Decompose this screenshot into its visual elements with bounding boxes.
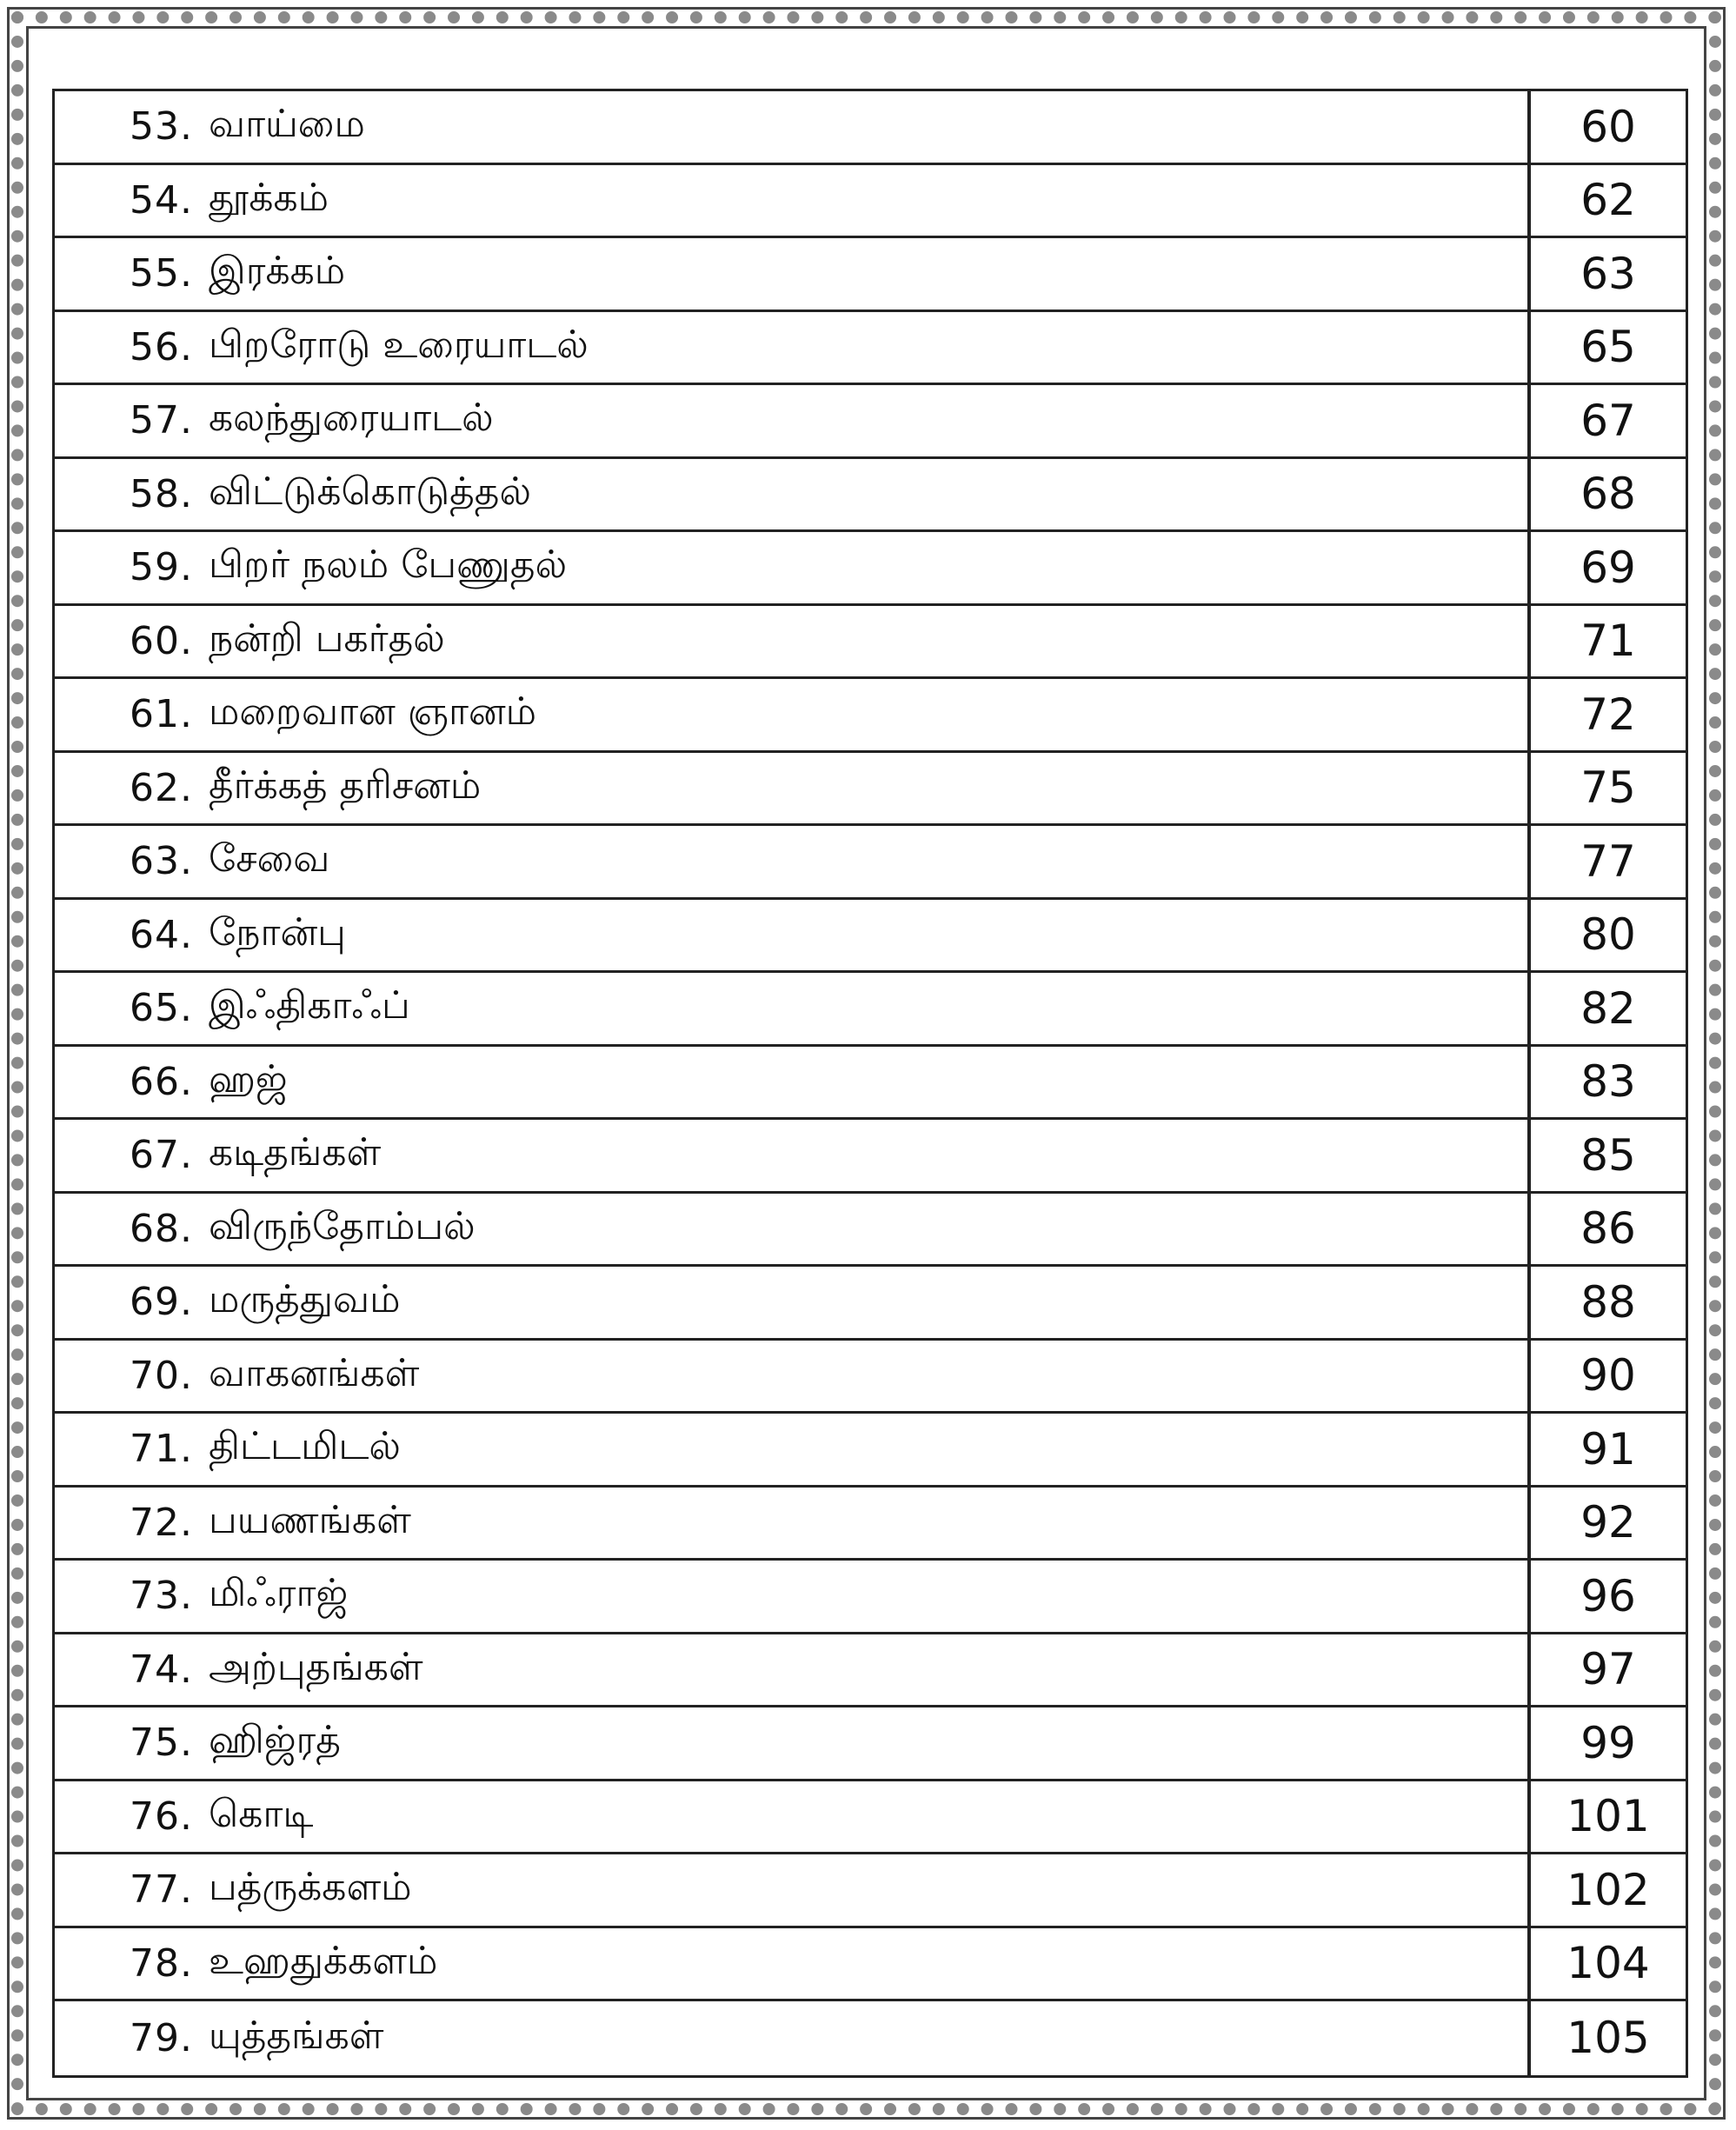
chapter-number: 56. xyxy=(130,324,193,369)
chapter-number: 79. xyxy=(130,2015,193,2060)
chapter-title: மிஃராஜ் xyxy=(208,1571,349,1616)
toc-title-cell xyxy=(55,1267,1531,1338)
page-number: 97 xyxy=(1580,1644,1636,1695)
toc-row-79 xyxy=(55,2001,1686,2075)
chapter-title: திட்டமிடல் xyxy=(208,1424,401,1469)
toc-row-78 xyxy=(55,1928,1686,2002)
chapter-title: கலந்துரையாடல் xyxy=(208,396,494,441)
toc-row-61 xyxy=(55,679,1686,753)
page-number: 67 xyxy=(1580,395,1636,446)
chapter-title: இரக்கம் xyxy=(208,249,346,294)
page-number: 80 xyxy=(1580,909,1636,961)
toc-row-63 xyxy=(55,826,1686,900)
toc-title-cell xyxy=(55,2001,1531,2075)
chapter-title: கடிதங்கள் xyxy=(208,1130,382,1175)
toc-title-cell xyxy=(55,91,1531,163)
chapter-number: 67. xyxy=(130,1133,193,1178)
toc-row-53 xyxy=(55,91,1686,165)
toc-title-cell xyxy=(55,826,1531,897)
chapter-number: 64. xyxy=(130,912,193,957)
page-number: 69 xyxy=(1580,542,1636,593)
chapter-number: 73. xyxy=(130,1574,193,1619)
chapter-number: 72. xyxy=(130,1500,193,1545)
chapter-title: உஹதுக்களம் xyxy=(208,1938,438,1983)
chapter-title: வாய்மை xyxy=(208,102,365,147)
toc-title-cell xyxy=(55,459,1531,530)
chapter-title: ஹிஜ்ரத் xyxy=(208,1718,341,1763)
chapter-title: ஹஜ் xyxy=(208,1056,288,1102)
chapter-number: 62. xyxy=(130,765,193,810)
toc-title-cell xyxy=(55,165,1531,236)
toc-row-75 xyxy=(55,1707,1686,1781)
toc-row-65 xyxy=(55,973,1686,1047)
chapter-title: யுத்தங்கள் xyxy=(208,2013,384,2058)
chapter-number: 54. xyxy=(130,177,193,223)
chapter-title: தீர்க்கத் தரிசனம் xyxy=(208,762,482,808)
chapter-number: 76. xyxy=(130,1794,193,1839)
toc-row-76 xyxy=(55,1781,1686,1855)
page-number: 62 xyxy=(1580,175,1636,226)
page-number: 65 xyxy=(1580,322,1636,373)
toc-row-70 xyxy=(55,1341,1686,1414)
toc-title-cell xyxy=(55,1047,1531,1118)
toc-title-cell xyxy=(55,385,1531,456)
toc-row-57 xyxy=(55,385,1686,459)
chapter-number: 69. xyxy=(130,1280,193,1325)
chapter-title: விட்டுக்கொடுத்தல் xyxy=(208,469,531,514)
chapter-number: 70. xyxy=(130,1353,193,1398)
page-number: 101 xyxy=(1566,1791,1650,1842)
toc-row-66 xyxy=(55,1047,1686,1121)
page-number: 83 xyxy=(1580,1056,1636,1108)
chapter-title: தூக்கம் xyxy=(208,175,329,220)
toc-title-cell xyxy=(55,238,1531,310)
page-number: 92 xyxy=(1580,1497,1636,1548)
page-number: 75 xyxy=(1580,762,1636,814)
page-number: 60 xyxy=(1580,101,1636,152)
toc-title-cell xyxy=(55,1634,1531,1706)
page-number: 105 xyxy=(1566,2013,1650,2064)
toc-row-72 xyxy=(55,1488,1686,1561)
chapter-title: பத்ருக்களம் xyxy=(208,1865,412,1910)
page-number: 68 xyxy=(1580,469,1636,520)
chapter-title: வாகனங்கள் xyxy=(208,1350,420,1395)
page-number: 91 xyxy=(1580,1423,1636,1474)
page-number: 102 xyxy=(1566,1864,1650,1915)
chapter-number: 61. xyxy=(130,692,193,737)
page-number: 104 xyxy=(1566,1938,1650,1989)
toc-row-58 xyxy=(55,459,1686,533)
toc-title-cell xyxy=(55,532,1531,603)
chapter-number: 66. xyxy=(130,1059,193,1104)
toc-row-73 xyxy=(55,1561,1686,1634)
toc-row-59 xyxy=(55,532,1686,606)
page-number: 90 xyxy=(1580,1350,1636,1401)
toc-title-cell xyxy=(55,973,1531,1044)
chapter-number: 74. xyxy=(130,1647,193,1692)
chapter-number: 77. xyxy=(130,1867,193,1913)
chapter-title: நன்றி பகர்தல் xyxy=(208,616,445,661)
chapter-number: 53. xyxy=(130,104,193,150)
toc-row-74 xyxy=(55,1634,1686,1708)
toc-title-cell xyxy=(55,1707,1531,1779)
chapter-title: மறைவான ஞானம் xyxy=(208,689,537,735)
chapter-number: 78. xyxy=(130,1940,193,1986)
chapter-number: 75. xyxy=(130,1721,193,1766)
page-number: 96 xyxy=(1580,1570,1636,1621)
chapter-number: 57. xyxy=(130,398,193,443)
toc-row-62 xyxy=(55,753,1686,827)
chapter-number: 60. xyxy=(130,618,193,663)
chapter-number: 59. xyxy=(130,545,193,590)
toc-row-68 xyxy=(55,1194,1686,1268)
toc-title-cell xyxy=(55,753,1531,824)
table-of-contents xyxy=(52,89,1688,2078)
toc-title-cell xyxy=(55,1414,1531,1485)
toc-title-cell xyxy=(55,606,1531,677)
page-number: 82 xyxy=(1580,982,1636,1034)
toc-title-cell xyxy=(55,312,1531,383)
toc-title-cell xyxy=(55,1120,1531,1191)
toc-row-60 xyxy=(55,606,1686,680)
toc-row-54 xyxy=(55,165,1686,239)
toc-title-cell xyxy=(55,1194,1531,1265)
page-number: 77 xyxy=(1580,835,1636,887)
chapter-title: சேவை xyxy=(208,836,330,882)
page-number: 99 xyxy=(1580,1717,1636,1768)
toc-title-cell xyxy=(55,1561,1531,1632)
chapter-title: மருத்துவம் xyxy=(208,1277,401,1322)
page-number: 63 xyxy=(1580,248,1636,299)
chapter-number: 68. xyxy=(130,1206,193,1251)
toc-title-cell xyxy=(55,900,1531,971)
toc-title-cell xyxy=(55,1854,1531,1926)
chapter-title: அற்புதங்கள் xyxy=(208,1644,423,1689)
toc-title-cell xyxy=(55,679,1531,750)
toc-row-55 xyxy=(55,238,1686,312)
toc-row-64 xyxy=(55,900,1686,974)
chapter-title: பயணங்கள் xyxy=(208,1497,411,1542)
chapter-title: கொடி xyxy=(208,1791,314,1836)
toc-row-67 xyxy=(55,1120,1686,1194)
page-number: 85 xyxy=(1580,1129,1636,1181)
chapter-title: பிறரோடு உரையாடல் xyxy=(208,322,589,367)
chapter-title: இஃதிகாஃப் xyxy=(208,983,410,1028)
toc-row-71 xyxy=(55,1414,1686,1488)
chapter-number: 58. xyxy=(130,471,193,516)
page-number: 86 xyxy=(1580,1203,1636,1255)
chapter-number: 55. xyxy=(130,251,193,296)
toc-row-69 xyxy=(55,1267,1686,1341)
toc-title-cell xyxy=(55,1928,1531,2000)
toc-title-cell xyxy=(55,1781,1531,1853)
chapter-title: விருந்தோம்பல் xyxy=(208,1203,476,1248)
page-number: 72 xyxy=(1580,689,1636,740)
toc-title-cell xyxy=(55,1488,1531,1559)
chapter-number: 65. xyxy=(130,986,193,1031)
toc-title-cell xyxy=(55,1341,1531,1412)
chapter-title: பிறர் நலம் பேணுதல் xyxy=(208,542,568,588)
chapter-title: நோன்பு xyxy=(208,909,346,955)
page-number: 88 xyxy=(1580,1276,1636,1328)
toc-row-56 xyxy=(55,312,1686,386)
chapter-number: 63. xyxy=(130,839,193,884)
toc-row-77 xyxy=(55,1854,1686,1928)
chapter-number: 71. xyxy=(130,1427,193,1472)
page-number: 71 xyxy=(1580,616,1636,667)
